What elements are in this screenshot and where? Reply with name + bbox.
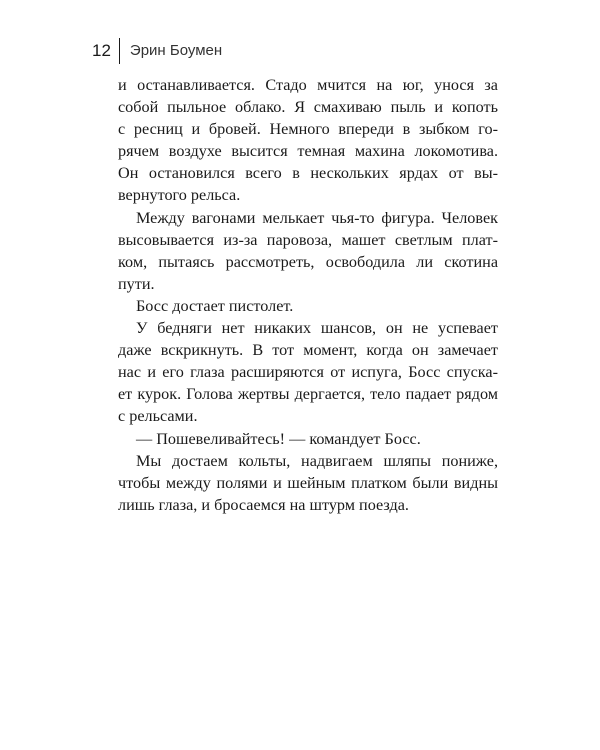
text-line: Мы достаем кольты, надвигаем шляпы пониже, bbox=[136, 451, 498, 470]
paragraph bbox=[118, 317, 498, 427]
text-line: вернутого рельса. bbox=[118, 186, 241, 205]
text-line: с ресниц и бровей. Немного впереди в зыбком го- bbox=[118, 120, 498, 139]
text-line: пути. bbox=[118, 274, 155, 293]
page-header bbox=[92, 36, 222, 66]
text-line: Босс достает пистолет. bbox=[136, 296, 294, 315]
text-line: нас и его глаза расширяются от испуга, Босс спуска- bbox=[118, 363, 498, 382]
paragraph bbox=[118, 295, 498, 317]
text-line: и останавливается. Стадо мчится на юг, унося за bbox=[118, 76, 498, 94]
text-line: ет курок. Голова жертвы дергается, тело падает рядом bbox=[118, 385, 498, 404]
body-text bbox=[118, 74, 498, 516]
running-head-author: Эрин Боумен bbox=[129, 42, 223, 59]
text-line: Он остановился всего в нескольких ярдах от вы- bbox=[118, 164, 498, 183]
paragraph bbox=[118, 74, 498, 207]
text-line: ком, пытаясь рассмотреть, освободила ли скотина bbox=[118, 252, 498, 271]
text-line: даже вскрикнуть. В тот момент, когда он замечает bbox=[118, 341, 498, 360]
text-line: — Пошевеливайтесь! — командует Босс. bbox=[136, 429, 421, 448]
text-line: с рельсами. bbox=[118, 407, 198, 426]
text-line: У бедняги нет никаких шансов, он не успевает bbox=[136, 319, 498, 338]
text-line: лишь глаза, и бросаемся на штурм поезда. bbox=[118, 495, 409, 514]
paragraph bbox=[118, 450, 498, 516]
paragraph bbox=[118, 428, 498, 450]
text-line: чтобы между полями и шейным платком были видны bbox=[118, 473, 498, 492]
text-line: рячем воздухе высится темная махина локомотива. bbox=[118, 142, 498, 161]
text-line: Между вагонами мелькает чья-то фигура. Человек bbox=[136, 208, 498, 227]
text-line: высовывается из-за паровоза, машет светлым плат- bbox=[118, 230, 498, 249]
page-number: 12 bbox=[92, 41, 111, 60]
text-line: собой пыльное облако. Я смахиваю пыль и копоть bbox=[118, 98, 498, 117]
paragraph bbox=[118, 207, 498, 295]
